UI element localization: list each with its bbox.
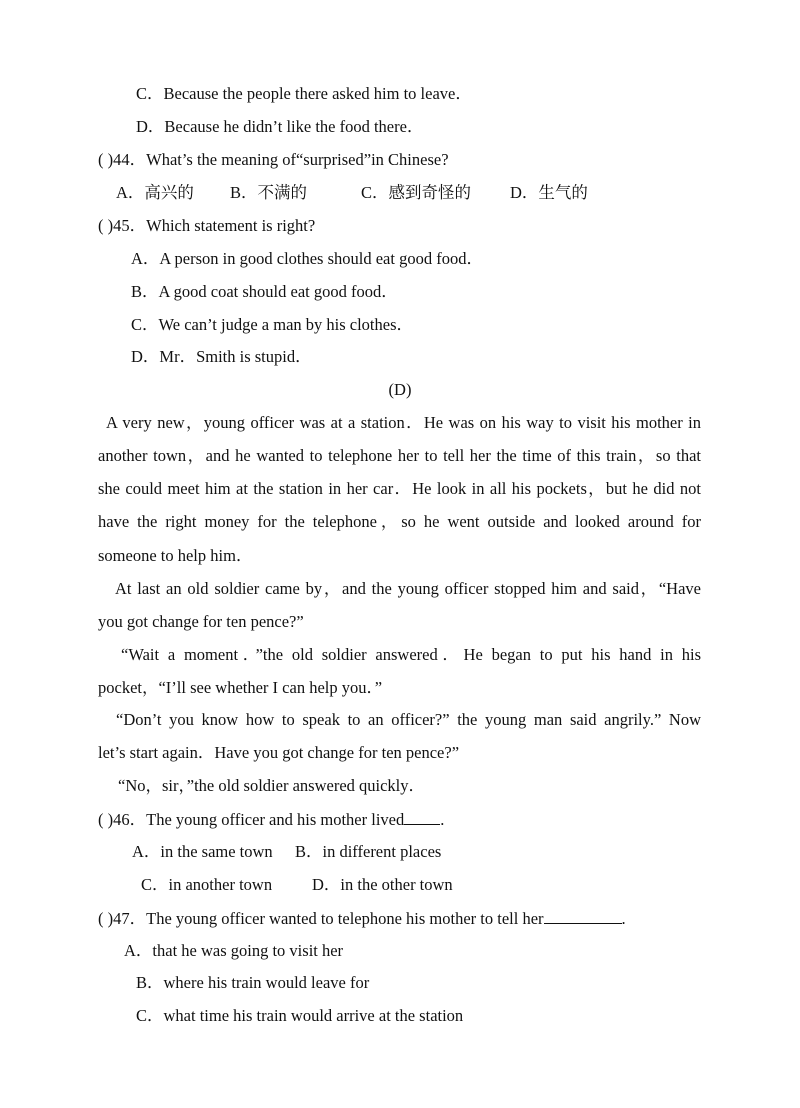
q46-option-b: B．in different places	[295, 842, 442, 861]
passage-line: “Don’t you know how to speak to an officer?” the young man said angrily.” Now	[116, 710, 701, 729]
passage-line: she could meet him at the station in her car．He look in all his pockets，but he did not	[98, 479, 701, 498]
q46-stem-end: .	[440, 810, 445, 829]
section-heading: (D)	[388, 380, 412, 399]
q43-option-d: D．Because he didn’t like the food there．	[136, 117, 424, 136]
passage-line: another town，and he wanted to telephone her to tell her the time of this train，so that	[98, 446, 701, 465]
passage-line: A very new，young officer was at a station．He was on his way to visit his mother in	[106, 413, 701, 432]
q45-option-c: C．We can’t judge a man by his clothes．	[131, 315, 414, 334]
passage-line: “No，sir，”the old soldier answered quickly．	[118, 776, 426, 795]
q44-option-b: B．不满的	[230, 183, 308, 202]
q46-option-a: A．in the same town	[132, 842, 273, 861]
q47-option-c: C．what time his train would arrive at the station	[136, 1006, 464, 1025]
passage-line: have the right money for the telephone，so he went outside and looked around for	[98, 512, 701, 531]
q44-option-d: D．生气的	[510, 183, 588, 202]
q44-option-c: C．感到奇怪的	[361, 183, 472, 202]
q45-option-d: D．Mr．Smith is stupid．	[131, 347, 312, 366]
passage-line: let’s start again．Have you got change for ten pence?”	[98, 743, 460, 762]
answer-blank	[544, 908, 622, 924]
q46-stem-text: ( )46．The young officer and his mother lived	[98, 810, 405, 829]
q45-option-a: A．A person in good clothes should eat good food．	[131, 249, 483, 268]
q47-option-b: B．where his train would leave for	[136, 973, 370, 992]
q47-stem	[98, 908, 626, 929]
passage-line: “Wait a moment．”the old soldier answered．He began to put his hand in his	[121, 645, 701, 664]
q45-option-b: B．A good coat should eat good food．	[131, 282, 398, 301]
passage-line: you got change for ten pence?”	[98, 612, 304, 631]
passage-line: At last an old soldier came by，and the young officer stopped him and said，“Have	[115, 579, 701, 598]
q46-option-d: D．in the other town	[312, 875, 453, 894]
q47-option-a: A．that he was going to visit her	[124, 941, 344, 960]
passage-line: someone to help him．	[98, 546, 253, 565]
answer-blank	[404, 809, 440, 825]
q44-stem: ( )44．What’s the meaning of“surprised”in Chinese?	[98, 150, 449, 169]
q43-option-c: C．Because the people there asked him to leave．	[136, 84, 472, 103]
q46-stem	[98, 809, 444, 830]
q47-stem-text: ( )47．The young officer wanted to telephone his mother to tell her	[98, 909, 544, 928]
q45-stem: ( )45．Which statement is right?	[98, 216, 316, 235]
q44-option-a: A．高兴的	[116, 183, 194, 202]
passage-line: pocket，“I’ll see whether I can help you．”	[98, 678, 383, 697]
q46-option-c: C．in another town	[141, 875, 273, 894]
q47-stem-end: .	[621, 909, 626, 928]
